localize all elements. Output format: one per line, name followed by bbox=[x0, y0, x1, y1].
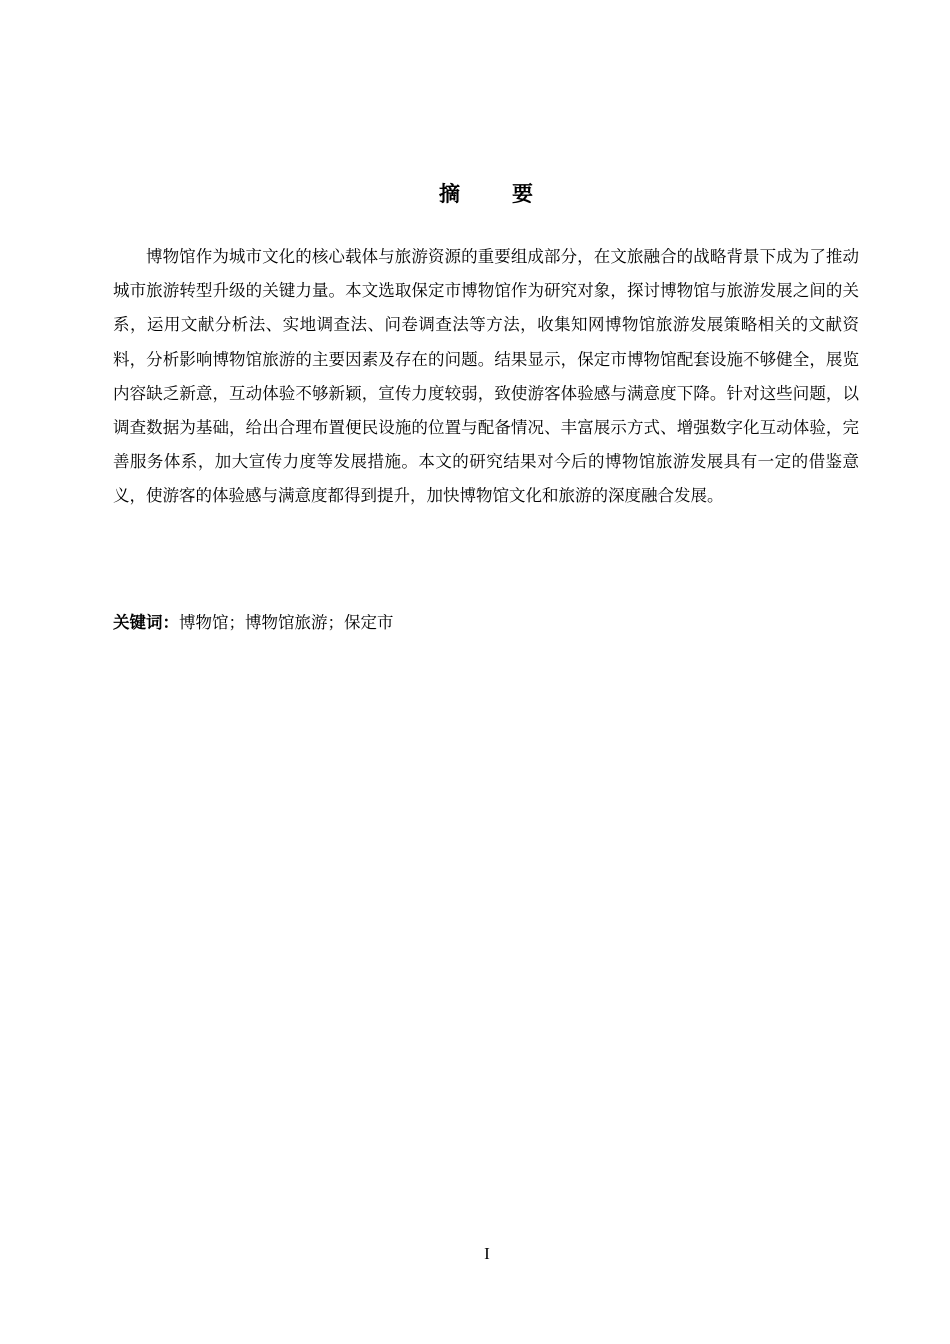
abstract-body: 博物馆作为城市文化的核心载体与旅游资源的重要组成部分，在文旅融合的战略背景下成为了推动城市旅游转型升级的关键力量。本文选取保定市博物馆作为研究对象，探讨博物馆与旅游发展之间的关系，运用文献分析法、实地调查法、问卷调查法等方法，收集知网博物馆旅游发展策略相关的文献资料，分析影响博物馆旅游的主要因素及存在的问题。结果显示，保定市博物馆配套设施不够健全，展览内容缺乏新意，互动体验不够新颖，宣传力度较弱，致使游客体验感与满意度下降。针对这些问题，以调查数据为基础，给出合理布置便民设施的位置与配备情况、丰富展示方式、增强数字化互动体验，完善服务体系，加大宣传力度等发展措施。本文的研究结果对今后的博物馆旅游发展具有一定的借鉴意义，使游客的体验感与满意度都得到提升，加快博物馆文化和旅游的深度融合发展。 bbox=[113, 247, 859, 506]
abstract-heading bbox=[0, 176, 950, 212]
abstract-heading-part2: 要 bbox=[512, 182, 535, 206]
page-number: I bbox=[484, 1244, 490, 1263]
keywords-label: 关键词： bbox=[113, 613, 179, 632]
keywords-text: 博物馆；博物馆旅游；保定市 bbox=[179, 613, 394, 632]
keywords-line bbox=[113, 606, 859, 640]
abstract-heading-part1: 摘 bbox=[439, 182, 462, 206]
